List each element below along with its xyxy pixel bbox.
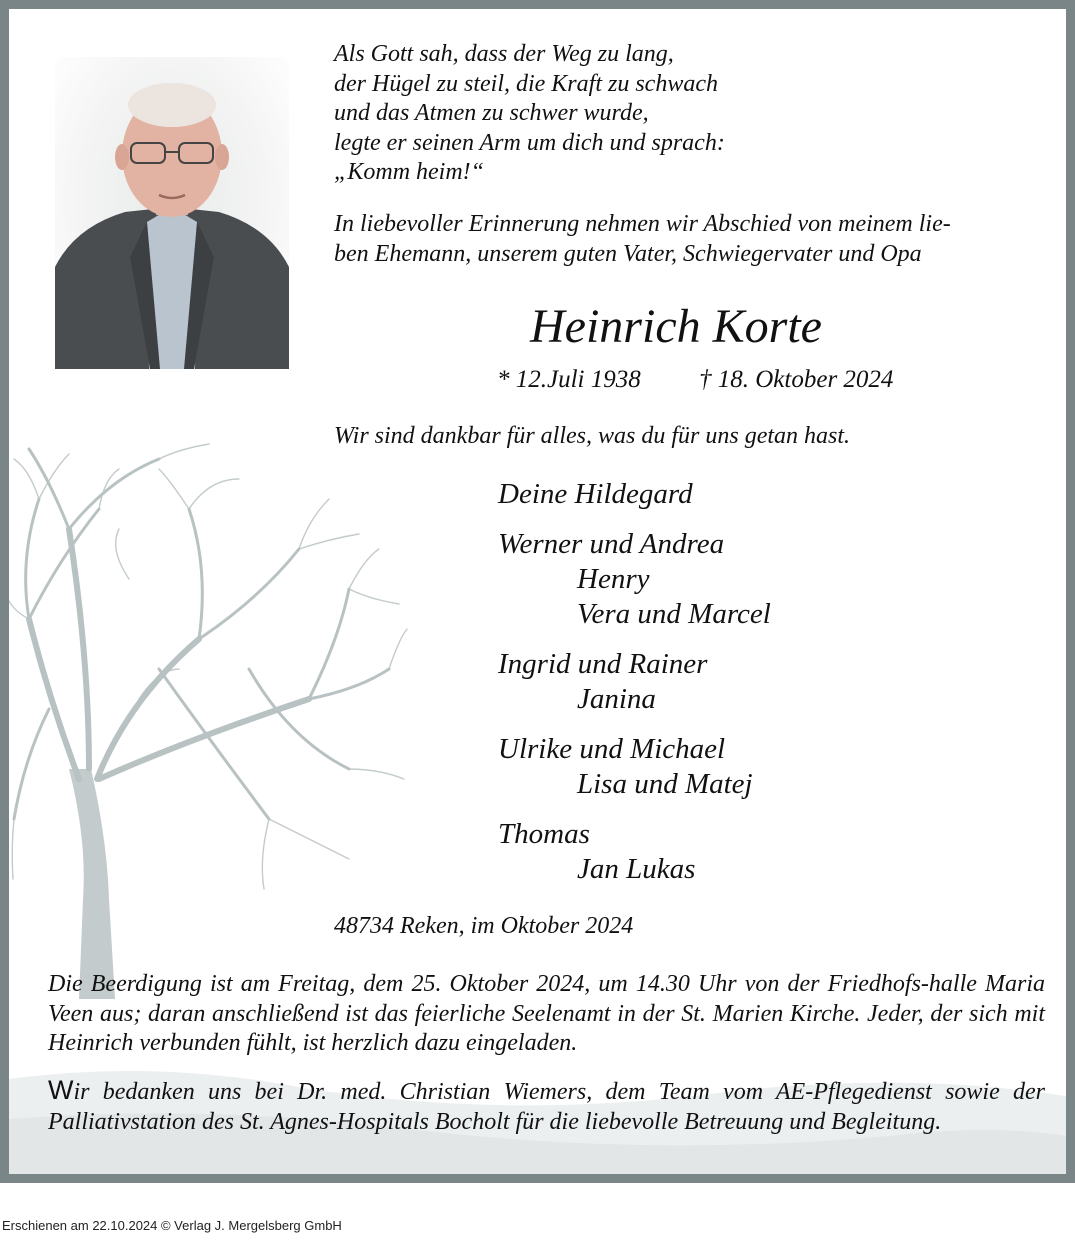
deceased-name: Heinrich Korte	[530, 300, 822, 353]
poem-line: der Hügel zu steil, die Kraft zu schwach	[334, 70, 718, 97]
family-grandchild: Jan Lukas	[577, 853, 696, 885]
death-date: † 18. Oktober 2024	[699, 366, 894, 393]
poem-line: legte er seinen Arm um dich und sprach:	[334, 129, 725, 156]
family-group: Ingrid und Rainer	[498, 648, 708, 680]
portrait-photo	[55, 57, 289, 369]
funeral-notice: Die Beerdigung ist am Freitag, dem 25. Oktober 2024, um 14.30 Uhr von der Friedhofs-halle Maria Veen aus; daran anschließend ist das feierliche Seelenamt in der St. Marien Kirche. Jeder, der sich mit Heinrich verbunden fühlt, ist herzlich dazu eingeladen.	[48, 971, 1045, 1056]
intro-line: ben Ehemann, unserem guten Vater, Schwiegervater und Opa	[334, 240, 922, 267]
birth-date: * 12.Juli 1938	[497, 366, 641, 393]
family-group: Werner und Andrea	[498, 528, 725, 560]
family-group: Thomas	[498, 818, 590, 850]
place-date: 48734 Reken, im Oktober 2024	[334, 913, 634, 939]
initial-letter: W	[48, 1075, 74, 1105]
intro-line: In liebevoller Erinnerung nehmen wir Abschied von meinem lie-	[334, 211, 951, 237]
acknowledgement	[48, 1076, 1045, 1137]
publication-footer: Erschienen am 22.10.2024 © Verlag J. Mergelsberg GmbH	[2, 1218, 342, 1233]
acknowledgement-text: ir bedanken uns bei Dr. med. Christian Wiemers, dem Team vom AE-Pflegedienst sowie der Palliativstation des St. Agnes-Hospitals Bocholt für die liebevolle Betreuung und Begleitung.	[48, 1079, 1045, 1135]
family-grandchild: Janina	[577, 683, 656, 715]
family-grandchild: Lisa und Matej	[577, 768, 753, 800]
family-grandchild: Vera und Marcel	[577, 598, 771, 630]
poem-line: „Komm heim!“	[334, 159, 485, 185]
intro-text	[334, 210, 951, 269]
poem-line: und das Atmen zu schwer wurde,	[334, 100, 649, 126]
family-wife: Deine Hildegard	[498, 478, 693, 510]
family-grandchild: Henry	[577, 563, 650, 595]
poem	[334, 40, 725, 188]
poem-line: Als Gott sah, dass der Weg zu lang,	[334, 41, 674, 67]
gratitude-line: Wir sind dankbar für alles, was du für uns getan hast.	[334, 423, 851, 449]
family-group: Ulrike und Michael	[498, 733, 726, 765]
